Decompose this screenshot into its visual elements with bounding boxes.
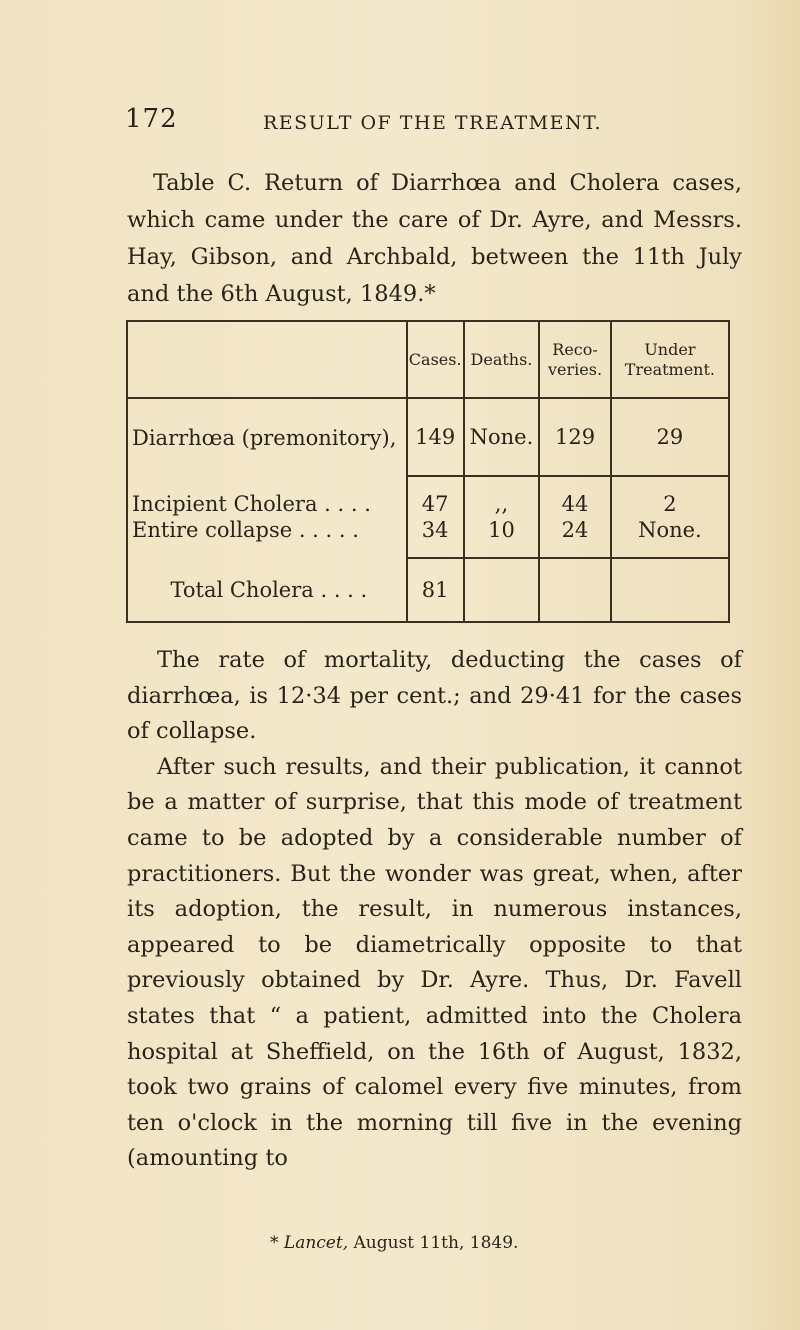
- cell-cases: 149: [407, 398, 464, 476]
- paragraph: The rate of mortality, deducting the cases of diarrhœa, is 12·34 per cent.; and 29·41 for the cases of collapse.: [127, 647, 742, 745]
- page-number: 172: [125, 104, 178, 134]
- table-caption-text: Table C. Return of Diarrhœa and Cholera cases, which came under the care of Dr. Ayre, and Messrs. Hay, Gibson, and Archbald, between the 11th July and the 6th August, 1849.*: [127, 170, 742, 307]
- table-caption: [127, 165, 742, 313]
- cell-under-treatment: 2 None.: [611, 476, 729, 558]
- cell-deaths: [464, 558, 540, 622]
- cell-recoveries: [539, 558, 611, 622]
- cell-recoveries: 129: [539, 398, 611, 476]
- running-title: RESULT OF THE TREATMENT.: [263, 112, 603, 134]
- cell-deaths: ,, 10: [464, 476, 540, 558]
- row-label: Total Cholera . . . .: [127, 558, 407, 622]
- cell-deaths: None.: [464, 398, 540, 476]
- paragraph: After such results, and their publication, it cannot be a matter of surprise, that this mode of treatment came to be adopted by a considerable number of practitioners. But the wonder was great, when, after its adoption, the result, in numerous instances, appeared to be diametrically opposite to that previously obtained by Dr. Ayre. Thus, Dr. Favell states that “ a patient, admitted into the Cholera hospital at Sheffield, on the 16th of August, 1832, took two grains of calomel every five minutes, from ten o'clock in the morning till five in the evening (amounting to: [127, 753, 742, 1172]
- row-label: Diarrhœa (premonitory),: [127, 398, 407, 476]
- header-under-treatment: Under Treatment.: [611, 321, 729, 398]
- cholera-return-table: [126, 320, 730, 623]
- body-text: [127, 643, 742, 1177]
- footnote-date: August 11th, 1849.: [353, 1233, 519, 1253]
- cell-cases: 47 34: [407, 476, 464, 558]
- table-row: [127, 476, 729, 558]
- table-row: [127, 398, 729, 476]
- cell-under-treatment: [611, 558, 729, 622]
- header-cases: Cases.: [407, 321, 464, 398]
- footnote-source: Lancet,: [283, 1233, 349, 1253]
- row-label: Incipient Cholera . . . . Entire collapse . . . . .: [127, 476, 407, 558]
- header-blank: [127, 321, 407, 398]
- table-header-row: [127, 321, 729, 398]
- cell-under-treatment: 29: [611, 398, 729, 476]
- footnote: [270, 1233, 518, 1253]
- cell-recoveries: 44 24: [539, 476, 611, 558]
- cell-cases: 81: [407, 558, 464, 622]
- header-recoveries: Reco- veries.: [539, 321, 611, 398]
- footnote-marker: *: [270, 1233, 279, 1253]
- header-deaths: Deaths.: [464, 321, 540, 398]
- table-row: [127, 558, 729, 622]
